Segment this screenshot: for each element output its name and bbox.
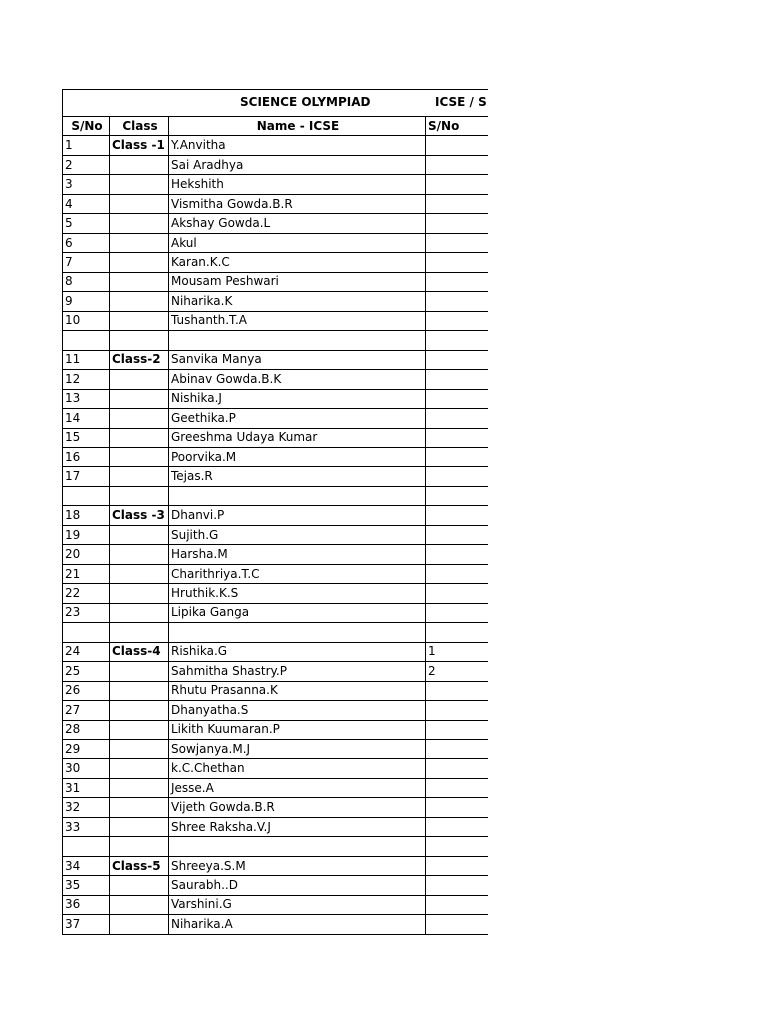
cell-sno-2	[426, 506, 489, 525]
cell-sno: 33	[63, 817, 110, 836]
title-left: SCIENCE OLYMPIAD	[240, 95, 371, 109]
table-row	[63, 759, 489, 778]
cell-sno-2	[426, 525, 489, 544]
table-row	[63, 175, 489, 194]
cell-name	[169, 331, 426, 350]
cell-class: Class -1	[110, 136, 169, 155]
cell-sno-2: 2	[426, 662, 489, 681]
cell-sno-2	[426, 603, 489, 622]
cell-sno: 14	[63, 409, 110, 428]
cell-sno: 27	[63, 701, 110, 720]
cell-name: Vijeth Gowda.B.R	[169, 798, 426, 817]
cell-name: Hekshith	[169, 175, 426, 194]
cell-class	[110, 564, 169, 583]
cell-sno: 5	[63, 214, 110, 233]
cell-sno: 13	[63, 389, 110, 408]
table-row	[63, 389, 489, 408]
cell-class: Class-2	[110, 350, 169, 369]
cell-class	[110, 428, 169, 447]
cell-name: Rhutu Prasanna.K	[169, 681, 426, 700]
cell-name: Y.Anvitha	[169, 136, 426, 155]
cell-name: Niharika.K	[169, 292, 426, 311]
title-right: ICSE / S	[435, 95, 487, 109]
cell-sno-2	[426, 759, 489, 778]
cell-sno-2	[426, 409, 489, 428]
cell-class	[110, 837, 169, 856]
cell-sno: 35	[63, 876, 110, 895]
table-row	[63, 564, 489, 583]
table-row	[63, 233, 489, 252]
table-row	[63, 545, 489, 564]
cell-sno: 25	[63, 662, 110, 681]
table-row	[63, 740, 489, 759]
cell-sno-2	[426, 175, 489, 194]
table-row	[63, 603, 489, 622]
title-row	[63, 90, 489, 117]
table-row	[63, 486, 489, 505]
cell-name: Akul	[169, 233, 426, 252]
table-row	[63, 837, 489, 856]
header-name: Name - ICSE	[169, 117, 426, 136]
header-sno: S/No	[63, 117, 110, 136]
cell-sno-2	[426, 486, 489, 505]
cell-class	[110, 525, 169, 544]
cell-sno-2	[426, 467, 489, 486]
table-row	[63, 623, 489, 642]
cell-class	[110, 817, 169, 836]
cell-sno: 19	[63, 525, 110, 544]
table-row	[63, 194, 489, 213]
cell-sno-2	[426, 155, 489, 174]
cell-name: Tushanth.T.A	[169, 311, 426, 330]
table-row	[63, 331, 489, 350]
cell-sno: 20	[63, 545, 110, 564]
cell-class	[110, 447, 169, 466]
cell-name: Greeshma Udaya Kumar	[169, 428, 426, 447]
cell-sno-2	[426, 778, 489, 797]
cell-name: Lipika Ganga	[169, 603, 426, 622]
cell-class	[110, 467, 169, 486]
cell-sno: 11	[63, 350, 110, 369]
table-row	[63, 856, 489, 875]
cell-sno: 18	[63, 506, 110, 525]
cell-class	[110, 662, 169, 681]
table-row	[63, 467, 489, 486]
cell-sno-2	[426, 272, 489, 291]
header-sno-2: S/No	[426, 117, 489, 136]
cell-sno: 10	[63, 311, 110, 330]
table-row	[63, 214, 489, 233]
table-row	[63, 350, 489, 369]
table-row	[63, 817, 489, 836]
cell-sno: 37	[63, 915, 110, 934]
cell-class	[110, 331, 169, 350]
cell-sno	[63, 486, 110, 505]
cell-name	[169, 837, 426, 856]
cell-class	[110, 409, 169, 428]
table-row	[63, 798, 489, 817]
table-row	[63, 915, 489, 934]
cell-sno-2	[426, 370, 489, 389]
cell-sno-2	[426, 681, 489, 700]
cell-sno-2	[426, 856, 489, 875]
cell-name: Jesse.A	[169, 778, 426, 797]
cell-class	[110, 370, 169, 389]
cell-name: Geethika.P	[169, 409, 426, 428]
cell-name: k.C.Chethan	[169, 759, 426, 778]
cell-class	[110, 701, 169, 720]
cell-name: Sujith.G	[169, 525, 426, 544]
table-row	[63, 681, 489, 700]
cell-name: Sowjanya.M.J	[169, 740, 426, 759]
table-row	[63, 292, 489, 311]
cell-class	[110, 545, 169, 564]
table-row	[63, 584, 489, 603]
cell-name: Akshay Gowda.L	[169, 214, 426, 233]
cell-name: Tejas.R	[169, 467, 426, 486]
cell-class	[110, 603, 169, 622]
header-class: Class	[110, 117, 169, 136]
cell-sno: 8	[63, 272, 110, 291]
table-row	[63, 876, 489, 895]
cell-sno-2	[426, 214, 489, 233]
cell-class	[110, 623, 169, 642]
cell-sno-2	[426, 876, 489, 895]
cell-sno: 12	[63, 370, 110, 389]
cell-class	[110, 175, 169, 194]
cell-sno: 34	[63, 856, 110, 875]
table-row	[63, 506, 489, 525]
cell-name: Vismitha Gowda.B.R	[169, 194, 426, 213]
cell-sno	[63, 837, 110, 856]
cell-sno: 7	[63, 253, 110, 272]
cell-sno: 17	[63, 467, 110, 486]
cell-sno-2	[426, 584, 489, 603]
cell-name: Abinav Gowda.B.K	[169, 370, 426, 389]
cell-class	[110, 194, 169, 213]
cell-class	[110, 681, 169, 700]
cell-name	[169, 623, 426, 642]
cell-name: Poorvika.M	[169, 447, 426, 466]
cell-sno-2	[426, 545, 489, 564]
cell-sno: 21	[63, 564, 110, 583]
cell-class	[110, 214, 169, 233]
cell-sno: 29	[63, 740, 110, 759]
table-row	[63, 311, 489, 330]
cell-sno-2	[426, 389, 489, 408]
cell-name: Niharika.A	[169, 915, 426, 934]
cell-sno-2	[426, 701, 489, 720]
cell-sno-2	[426, 564, 489, 583]
cell-class	[110, 798, 169, 817]
cell-class	[110, 292, 169, 311]
cell-class	[110, 720, 169, 739]
table-row	[63, 253, 489, 272]
spreadsheet	[62, 89, 488, 935]
cell-sno-2	[426, 740, 489, 759]
cell-class	[110, 915, 169, 934]
cell-name: Charithriya.T.C	[169, 564, 426, 583]
cell-name: Dhanvi.P	[169, 506, 426, 525]
cell-name: Shreeya.S.M	[169, 856, 426, 875]
cell-class	[110, 486, 169, 505]
cell-sno-2	[426, 311, 489, 330]
cell-class	[110, 155, 169, 174]
table-row	[63, 525, 489, 544]
cell-name: Sai Aradhya	[169, 155, 426, 174]
cell-sno-2	[426, 194, 489, 213]
cell-name: Sanvika Manya	[169, 350, 426, 369]
cell-sno-2	[426, 623, 489, 642]
cell-sno: 6	[63, 233, 110, 252]
cell-sno	[63, 331, 110, 350]
cell-sno-2	[426, 428, 489, 447]
cell-class	[110, 895, 169, 914]
title-cell	[63, 90, 489, 117]
cell-class: Class -3	[110, 506, 169, 525]
cell-name: Sahmitha Shastry.P	[169, 662, 426, 681]
table-row	[63, 720, 489, 739]
table-row	[63, 778, 489, 797]
cell-sno-2	[426, 447, 489, 466]
cell-class	[110, 584, 169, 603]
table-row	[63, 895, 489, 914]
cell-sno-2	[426, 817, 489, 836]
cell-name: Nishika.J	[169, 389, 426, 408]
cell-name: Saurabh..D	[169, 876, 426, 895]
cell-name: Likith Kuumaran.P	[169, 720, 426, 739]
cell-name: Rishika.G	[169, 642, 426, 661]
table-row	[63, 701, 489, 720]
cell-sno-2	[426, 331, 489, 350]
table-row	[63, 370, 489, 389]
table-row	[63, 642, 489, 661]
cell-name: Dhanyatha.S	[169, 701, 426, 720]
cell-name: Hruthik.K.S	[169, 584, 426, 603]
cell-name: Varshini.G	[169, 895, 426, 914]
cell-class	[110, 876, 169, 895]
cell-sno: 15	[63, 428, 110, 447]
cell-sno: 22	[63, 584, 110, 603]
cell-class	[110, 311, 169, 330]
cell-class	[110, 759, 169, 778]
cell-sno: 36	[63, 895, 110, 914]
header-row	[63, 117, 489, 136]
olympiad-table	[62, 89, 488, 935]
cell-sno: 31	[63, 778, 110, 797]
table-row	[63, 662, 489, 681]
cell-sno: 2	[63, 155, 110, 174]
cell-sno-2	[426, 915, 489, 934]
table-row	[63, 136, 489, 155]
cell-sno-2	[426, 292, 489, 311]
cell-sno: 16	[63, 447, 110, 466]
cell-sno-2: 1	[426, 642, 489, 661]
cell-sno-2	[426, 233, 489, 252]
table-row	[63, 428, 489, 447]
cell-sno: 26	[63, 681, 110, 700]
table-row	[63, 272, 489, 291]
cell-sno: 32	[63, 798, 110, 817]
cell-sno: 4	[63, 194, 110, 213]
cell-name: Mousam Peshwari	[169, 272, 426, 291]
cell-sno-2	[426, 136, 489, 155]
cell-sno-2	[426, 798, 489, 817]
cell-class	[110, 389, 169, 408]
cell-class	[110, 740, 169, 759]
cell-sno	[63, 623, 110, 642]
cell-name: Karan.K.C	[169, 253, 426, 272]
cell-class: Class-5	[110, 856, 169, 875]
cell-class	[110, 272, 169, 291]
cell-sno: 9	[63, 292, 110, 311]
cell-sno: 28	[63, 720, 110, 739]
cell-sno-2	[426, 253, 489, 272]
cell-sno-2	[426, 837, 489, 856]
table-row	[63, 409, 489, 428]
cell-name	[169, 486, 426, 505]
cell-sno: 23	[63, 603, 110, 622]
cell-class	[110, 253, 169, 272]
cell-sno-2	[426, 895, 489, 914]
cell-sno-2	[426, 720, 489, 739]
cell-name: Harsha.M	[169, 545, 426, 564]
cell-class	[110, 233, 169, 252]
table-row	[63, 155, 489, 174]
cell-class	[110, 778, 169, 797]
cell-name: Shree Raksha.V.J	[169, 817, 426, 836]
cell-class: Class-4	[110, 642, 169, 661]
cell-sno: 3	[63, 175, 110, 194]
cell-sno-2	[426, 350, 489, 369]
cell-sno: 24	[63, 642, 110, 661]
cell-sno: 1	[63, 136, 110, 155]
cell-sno: 30	[63, 759, 110, 778]
table-row	[63, 447, 489, 466]
